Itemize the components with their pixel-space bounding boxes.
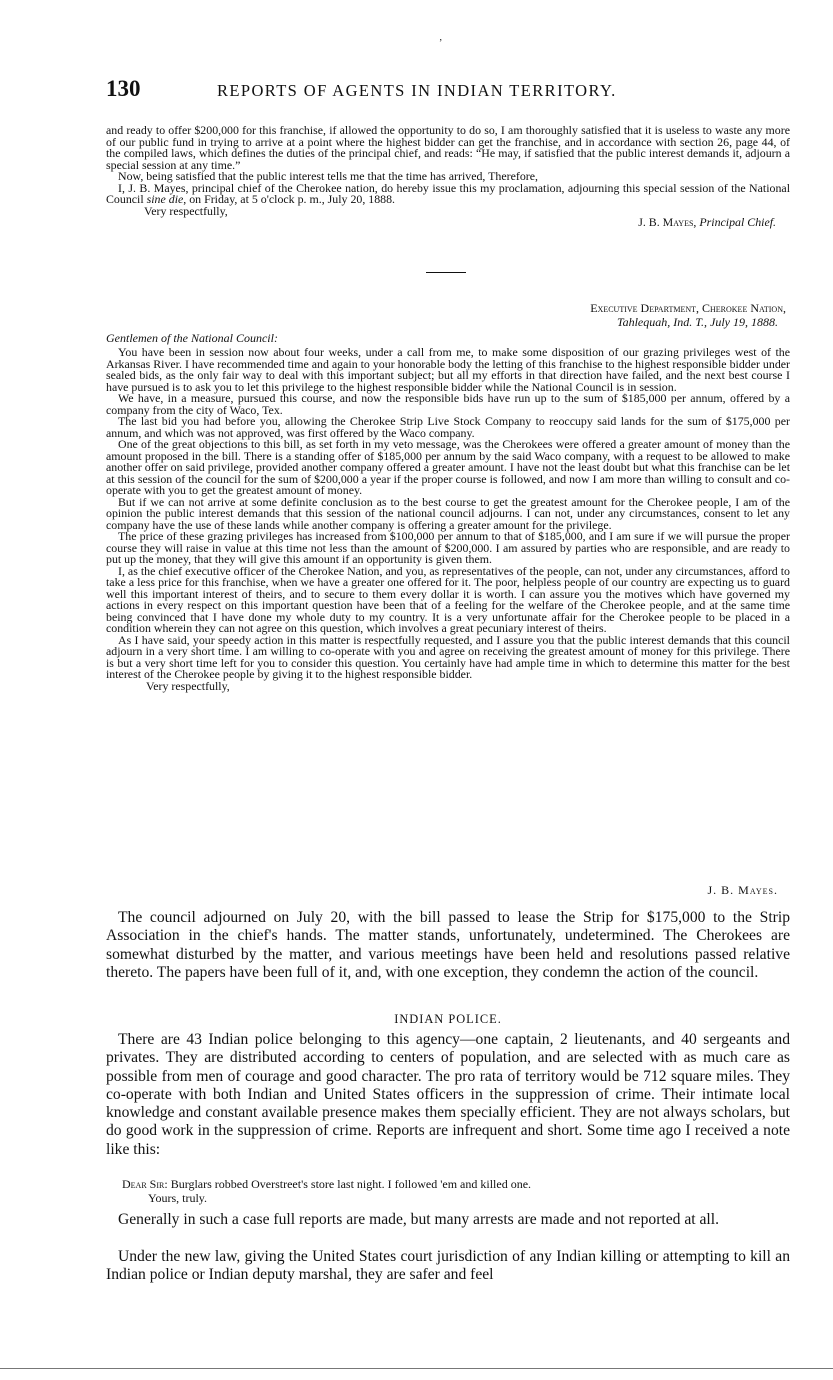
note-line: Dear Sir: Burglars robbed Overstreet's store last night. I followed 'em and killed one. xyxy=(122,1177,532,1191)
letter-paragraph: We have, in a measure, pursued this course, and now the responsible bids have run up to the sum of $185,000 per annum, offered by a company from the city of Waco, Tex. xyxy=(106,391,790,417)
letter-paragraph: The last bid you had before you, allowing the Cherokee Strip Live Stock Company to reoccupy said lands for the sum of $175,000 per annum, and which was not approved, was first offered by the Waco company. xyxy=(106,414,790,440)
note-closing: Yours, truly. xyxy=(148,1190,208,1205)
law-paragraph: Under the new law, giving the United States court jurisdiction of any Indian killing or attempting to kill an Indian police or Indian deputy marshal, they are safer and feel xyxy=(106,1248,790,1284)
letter-body xyxy=(106,347,790,692)
proclamation-paragraph: I, J. B. Mayes, principal chief of the Cherokee nation, do hereby issue this my proclamation, adjourning this special session of the National Council sine die, on Friday, at 5 o'clock p. m., July 20, 1888. xyxy=(106,180,790,206)
reports-paragraph: Generally in such a case full reports are made, but many arrests are made and not reported at all. xyxy=(118,1211,719,1228)
proclamation-signature: J. B. Mayes, Principal Chief. xyxy=(638,215,776,229)
council-paragraph: The council adjourned on July 20, with the bill passed to lease the Strip for $175,000 to the Strip Association in the chief's hands. The matter stands, unfortunately, undetermined. The Cherokees are somewhat disturbed by the matter, and various meetings have been held and resolutions passed relative thereto. The papers have been full of it, and, with one exception, they condemn the action of the council. xyxy=(106,909,790,981)
section-divider xyxy=(426,272,466,273)
letter-paragraph: As I have said, your speedy action in this matter is respectfully requested, and I assure you that the public interest demands that this council adjourn in a very short time. I am willing to co-operate with you and agree on receiving the greatest amount of money for this privilege. There is but a very short time left for you to consider this question. You certainly have had ample time in which to determine this matter for the best interest of the Cherokee people by giving it to the highest responsible bidder. xyxy=(106,632,790,681)
letter-dateline xyxy=(106,301,786,329)
letter-salutation: Gentlemen of the National Council: xyxy=(106,331,278,345)
stray-mark: ʼ xyxy=(439,38,443,49)
proclamation-closing: Very respectfully, xyxy=(144,203,228,218)
page-header xyxy=(106,76,786,104)
proclamation-paragraph: and ready to offer $200,000 for this franchise, if allowed the opportunity to do so, I am thoroughly satisfied that it is useless to waste any more of our public fund in trying to arrive at a point where the highest bidder can get the franchise, and in accordance with section 26, page 44, of the compiled laws, which defines the duties of the principal chief, and reads: “He may, if satisfied that the public interest demands it, adjourn a special session at any time.” xyxy=(106,123,790,172)
letter-paragraph: The price of these grazing privileges has increased from $100,000 per annum to that of $185,000, and I am sure if we will pursue the proper course they will raise in value at this time not less than the amount of $200,000. I am assured by parties who are responsible, and are ready to put up the money, that they will give this amount if an opportunity is given them. xyxy=(106,529,790,566)
letter-paragraph: One of the great objections to this bill, as set forth in my veto message, was the Cherokees were offered a greater amount of money than the amount proposed in the bill. There is a standing offer of $185,000 per annum by the said Waco company, with a request to be allowed to make another offer on said privilege, provided another company offered a greater amount. I have not the least doubt but what this franchise can be let at this session of the council for the sum of $200,000 a year if the proper course is followed, and now I am more than willing to consult and co-operate with you to get the greatest amount of money. xyxy=(106,437,790,497)
section-heading: INDIAN POLICE. xyxy=(394,1012,502,1026)
letter-signature: J. B. Mayes. xyxy=(707,883,778,897)
police-paragraph: There are 43 Indian police belonging to this agency—one captain, 2 lieutenants, and 40 sergeants and privates. They are distributed according to centers of population, and are selected with as much care as possible from men of courage and good character. The pro rata of territory would be 712 square miles. They co-operate with both Indian and United States officers in the suppression of crime. Their intimate local knowledge and constant available presence makes them specially efficient. They are not always scholars, but do good work in the suppression of crime. Reports are infrequent and short. Some time ago I received a note like this: xyxy=(106,1031,790,1158)
dept-line: Executive Department, Cherokee Nation, xyxy=(590,301,786,315)
proclamation-paragraph: Now, being satisfied that the public interest tells me that the time has arrived, Therefore, xyxy=(118,169,539,183)
letter-closing: Very respectfully, xyxy=(146,678,230,693)
page-bottom-edge xyxy=(0,1368,833,1369)
quoted-note xyxy=(122,1178,790,1205)
letter-paragraph: But if we can not arrive at some definite conclusion as to the best course to get the greatest amount for the Cherokee people, I am of the opinion the public interest demands that this session of the national council adjourns. I can not, under any circumstances, consent to let any company have the use of these lands while another company is offering a greater amount for the privilege. xyxy=(106,494,790,532)
letter-paragraph: I, as the chief executive officer of the Cherokee Nation, and you, as representatives of the people, can not, under any circumstances, afford to take a less price for this franchise, when we have a greater one offered for it. The poor, helpless people of our country are expecting us to guard well this important interest of theirs, and to secure to them every dollar it is worth. I can assure you the motives which have governed my actions in every respect on this important question have been that of a feeling for the welfare of the Cherokee people, and at the same time being convinced that I have done my whole duty to my country. It is a very unfortunate affair for the Cherokee people to be placed in a condition wherein they can not agree on this question, which involves a great pecuniary interest of theirs. xyxy=(106,563,790,635)
page-number: 130 xyxy=(106,76,141,101)
proclamation-block xyxy=(106,125,790,229)
letter-paragraph: You have been in session now about four weeks, under a call from me, to make some disposition of our grazing privileges west of the Arkansas River. I have recommended time and again to your honorable body the letting of this franchise to the highest responsible bidder under sealed bids, as the only fair way to deal with this important subject; but all my efforts in that direction have failed, and the next best course I have pursued is to ask you to let this privilege to the highest responsible bidder while the National Council is in session. xyxy=(106,345,790,394)
place-date-line: Tahlequah, Ind. T., July 19, 1888. xyxy=(617,315,778,329)
running-head: REPORTS OF AGENTS IN INDIAN TERRITORY. xyxy=(217,81,617,100)
